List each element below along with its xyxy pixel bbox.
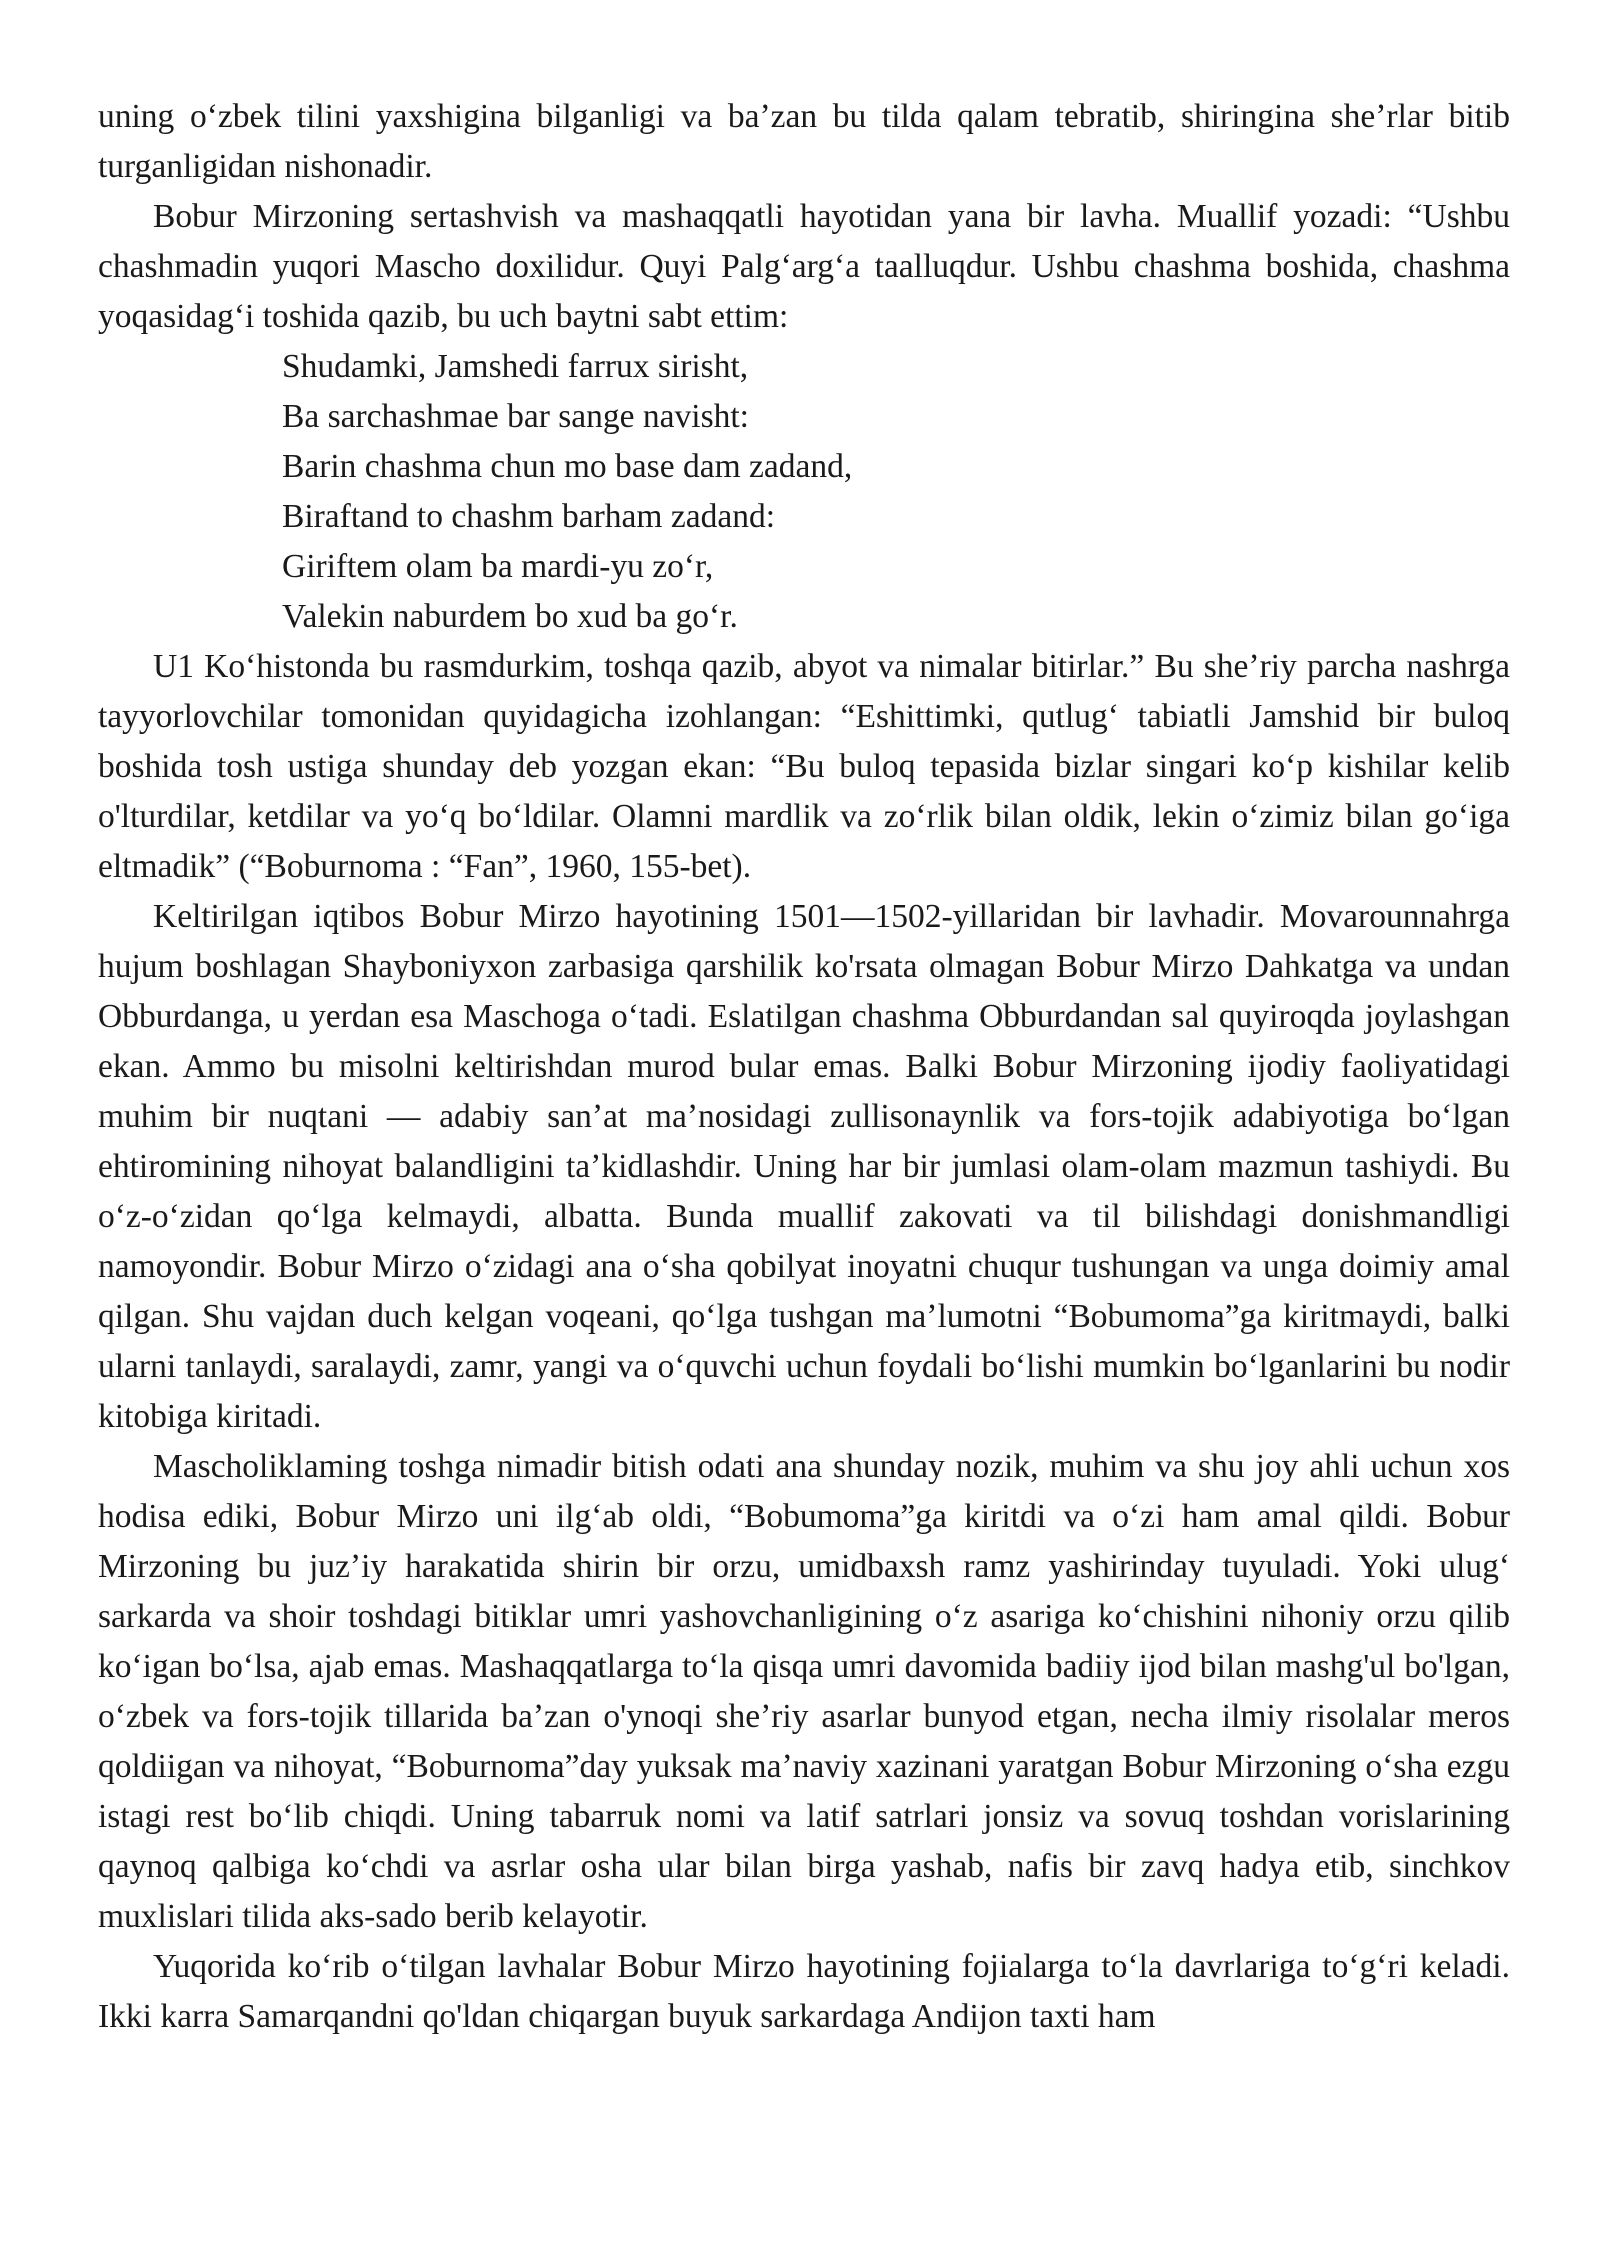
paragraph-mascho-custom: Mascholiklaming toshga nimadir bitish odati ana shunday nozik, muhim va shu joy ahli uchun xos hodisa ediki, Bobur Mirzo uni ilgʻab oldi, “Bobumoma”ga kiritdi va oʻzi ham amal qildi. Bobur Mirzoning bu juzʼiy harakatida shirin bir orzu, umidbaxsh ramz yashirinday tuyuladi. Yoki ulugʻ sarkarda va shoir toshdagi bitiklar umri yashovchanligining oʻz asariga koʻchishini nihoniy orzu qilib koʻigan boʻlsa, ajab emas. Mashaqqatlarga toʻla qisqa umri davomida badiiy ijod bilan mashg'ul bo'lgan, oʻzbek va fors-tojik tillarida baʼzan o'ynoqi sheʼriy asarlar bunyod etgan, necha ilmiy risolalar meros qoldiigan va nihoyat, “Boburnoma”day yuksak maʼnaviy xazinani yaratgan Bobur Mirzoning oʻsha ezgu istagi rest boʻlib chiqdi. Uning tabarruk nomi va latif satrlari jonsiz va sovuq toshdan vorislarining qaynoq qalbiga koʻchdi va asrlar osha ular bilan birga yashab, nafis bir zavq hadya etib, sinchkov muxlislari tilida aks-sado berib kelayotir. (98, 1448, 1510, 1935)
document-page (98, 92, 1510, 2042)
paragraph-commentary: U1 Koʻhistonda bu rasmdurkim, toshqa qazib, abyot va nimalar bitirlar.” Bu sheʼriy parcha nashrga tayyorlovchilar tomonidan quyidagicha izohlangan: “Eshittimki, qutlugʻ tabiatli Jamshid bir buloq boshida tosh ustiga shunday deb yozgan ekan: “Bu buloq tepasida bizlar singari koʻp kishilar kelib o'lturdilar, ketdilar va yoʻq boʻldilar. Olamni mardlik va zoʻrlik bilan oldik, lekin oʻzimiz bilan goʻiga eltmadik” (“Boburnoma : “Fan”, 1960, 155-bet). (98, 648, 1510, 885)
paragraph-quote-intro: Bobur Mirzoning sertashvish va mashaqqatli hayotidan yana bir lavha. Muallif yozadi: “Ushbu chashmadin yuqori Mascho doxilidur. Quyi Palgʻargʻa taalluqdur. Ushbu chashma boshida, chashma yoqasidagʻi toshida qazib, bu uch baytni sabt ettim: (98, 198, 1510, 335)
paragraph-closing: Yuqorida koʻrib oʻtilgan lavhalar Bobur Mirzo hayotining fojialarga toʻla davrlariga toʻgʻri keladi. Ikki karra Samarqandni qo'ldan chiqargan buyuk sarkardaga Andijon taxti ham (98, 1948, 1510, 2035)
verse-line: Shudamki, Jamshedi farrux sirisht, (282, 348, 749, 385)
verse-line: Barin chashma chun mo base dam zadand, (282, 448, 853, 485)
verse-line: Giriftem olam ba mardi-yu zoʻr, (282, 548, 714, 585)
verse-line: Valekin naburdem bo xud ba goʻr. (282, 598, 738, 635)
paragraph-continuation: uning oʻzbek tilini yaxshigina bilganligi va baʼzan bu tilda qalam tebratib, shiringina sheʼrlar bitib turganligidan nishonadir. (98, 98, 1510, 185)
verse-line: Biraftand to chashm barham zadand: (282, 498, 776, 535)
verse-block (98, 342, 1510, 642)
verse-line: Ba sarchashmae bar sange navisht: (282, 398, 749, 435)
paragraph-analysis: Keltirilgan iqtibos Bobur Mirzo hayotining 1501—1502-yillaridan bir lavhadir. Movarounnahrga hujum boshlagan Shayboniyxon zarbasiga qarshilik ko'rsata olmagan Bobur Mirzo Dahkatga va undan Obburdanga, u yerdan esa Maschoga oʻtadi. Eslatilgan chashma Obburdandan sal quyiroqda joylashgan ekan. Ammo bu misolni keltirishdan murod bular emas. Balki Bobur Mirzoning ijodiy faoliyatidagi muhim bir nuqtani — adabiy sanʼat maʼnosidagi zullisonaynlik va fors-tojik adabiyotiga boʻlgan ehtiromining nihoyat balandligini taʼkidlashdir. Uning har bir jumlasi olam-olam mazmun tashiydi. Bu oʻz-oʻzidan qoʻlga kelmaydi, albatta. Bunda muallif zakovati va til bilishdagi donishmandligi namoyondir. Bobur Mirzo oʻzidagi ana oʻsha qobilyat inoyatni chuqur tushungan va unga doimiy amal qilgan. Shu vajdan duch kelgan voqeani, qoʻlga tushgan maʼlumotni “Bobumoma”ga kiritmaydi, balki ularni tanlaydi, saralaydi, zamr, yangi va oʻquvchi uchun foydali boʻlishi mumkin boʻlganlarini bu nodir kitobiga kiritadi. (98, 898, 1510, 1435)
